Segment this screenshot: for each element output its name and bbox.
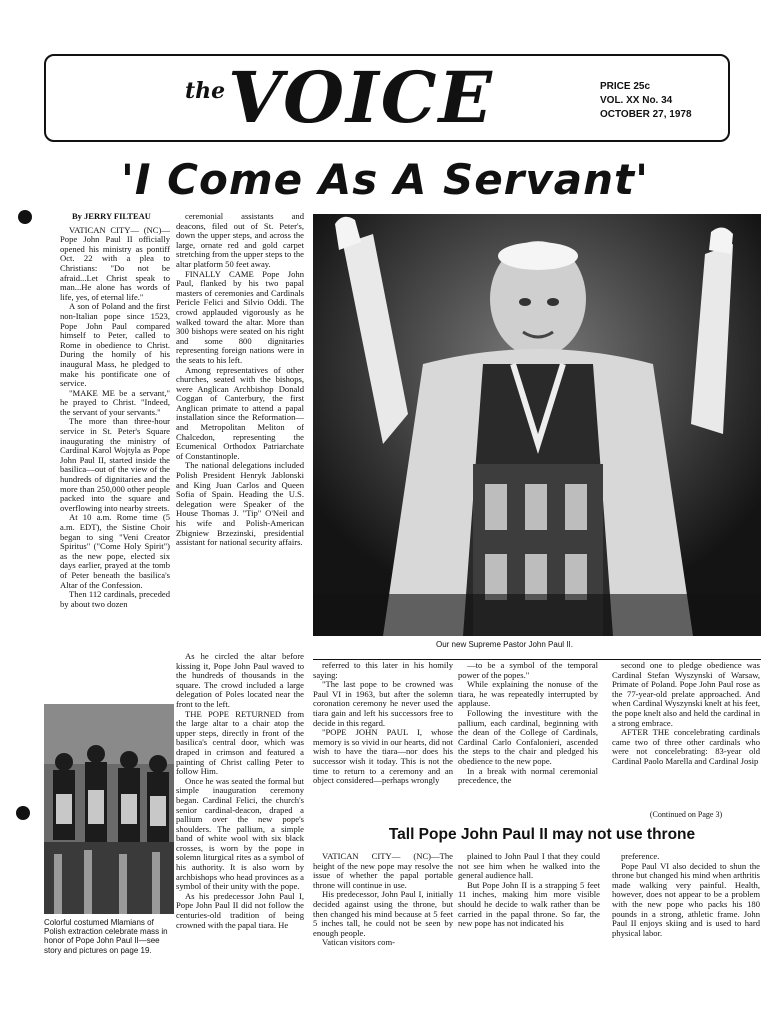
tall-col3-paragraphs [612,852,760,938]
article-col-3 [313,661,453,821]
col2a-paragraphs [176,212,304,548]
article-col-2-continued [176,652,304,978]
bullet-marker [16,806,30,820]
article-col-4 [458,661,598,821]
col3-paragraphs [313,661,453,786]
paragraph: The more than three-hour service in St. Peter's Square inaugurating the ministry of Cardinal Karol Wojtyla as Pope John Paul II, started inside the basilica—out of the view of the hundreds of dignitaries and the more than 250,000 other people packed into the square and overflowing into nearby streets. [60,416,170,513]
paragraph: Then 112 cardinals, preceded by about two dozen [60,589,170,609]
paragraph: "POPE JOHN PAUL I, whose memory is so vivid in our hearts, did not wish to have the tiara—nor does his successor wish it today. This is not the time to return to a ceremony and an object considered—perhaps wrongly [313,727,453,786]
paragraph: —to be a symbol of the temporal power of the popes." [458,661,598,680]
divider [313,659,761,660]
paragraph: Once he was seated the formal but simple inauguration ceremony began. Cardinal Felici, the church's senior cardinal-deacon, draped a pallium over the new pope's shoulders. The pallium, a simple band of white wool with six black crosses, is worn by the pope in solemn liturgical rites as a symbol of his authority. It is also worn by archbishops who head provinces as a symbol of their unity with the pope. [176,775,304,892]
paragraph: plained to John Paul I that they could not see him when he walked into the general audience hall. [458,852,600,881]
paragraph: In a break with normal ceremonial precedence, the [458,765,598,786]
paragraph: FINALLY CAME Pope John Paul, flanked by his two papal masters of ceremonies and Cardinals Pericle Felici and Silvio Oddi. The crowd applauded vigorously as he walked toward the altar. More than 300 bishops were seated on his right and some 800 dignitaries representing foreign nations were in the seats to his left. [176,268,304,365]
paragraph: As his predecessor John Paul I, Pope John Paul II did not follow the centuries-old tradition of being crowned with the papal tiara. He [176,890,304,930]
paragraph: "MAKE ME be a servant," he prayed to Christ. "Indeed, the servant of your servants." [60,387,170,417]
paragraph: preference. [621,852,660,861]
headline: 'I Come As A Servant' [121,155,649,204]
paragraph: Among representatives of other churches, seated with the bishops, were Anglican Archbishop Donald Coggan of Canterbury, the first Anglican primate to attend a papal installation since the Reformation—and Metropolitan Meliton of Chalcedon, representing the Ecumenical Orthodox Patriarchate of Constantinople. [176,364,304,461]
issue-date: OCTOBER 27, 1978 [600,109,692,120]
paragraph: A son of Poland and the first non-Italian pope since 1523, Pope John Paul compared himself to Peter, called to Rome in obedience to Christ. During the homily of his inaugural Mass, he pledged to make his pontificate one of service. [60,301,170,389]
throne-col-3 [612,852,760,982]
paragraph: VATICAN CITY— (NC)—Pope John Paul II officially opened his ministry as pontiff Oct. 22 with a plea to Christians: "Do not be afraid...Let Christ speak to man...He alone has words of life, yes, of eternal life." [60,224,170,302]
left-photo-caption: Colorful costumed Mlamians of Polish extraction celebrate mass in honor of Pope John Paul II—see story and pictures on page 19. [44,918,168,955]
subhead: Tall Pope John Paul II may not use throne [388,826,696,843]
article-col-2 [176,212,304,650]
throne-col-1 [313,852,453,982]
pope-photo-image [313,214,761,636]
paragraph: ceremonial assistants and deacons, filed out of St. Peter's, down the upper steps, and across the large, ornate red and gold carpet stretching from the upper steps to the altar platform 50 feet away. [176,212,304,269]
byline: By JERRY FILTEAU [72,212,151,221]
volume: VOL. XX No. 34 [600,95,673,106]
paragraph: The national delegations included Polish President Henryk Jablonski and King Juan Carlos and Queen Sofia of Spain. Heading the U.S. delegation were Speaker of the House Thomas J. "Tip" O'Neil and his wife and Polish-American Zbigniew Brzezinski, presidential assistant for national security affairs. [176,460,304,548]
paragraph: AFTER THE concelebrating cardinals came two of three other cardinals who were not concelebrating: 83-year old Cardinal Paolo Marella and Cardinal Josip [612,727,760,766]
paragraph: Pope Paul VI also decided to shun the throne but changed his mind when arthritis made walking very painful. Health, however, does not appear to be a problem with the new pope who packs his 180 pounds in a strong, athletic frame. John Paul II enjoys skiing and is used to hard physical labor. [612,860,760,938]
article-col-5 [612,661,760,809]
bullet-marker [18,210,32,224]
masthead-the: the [185,78,226,104]
continued-note: (Continued on Page 3) [649,810,723,819]
tall-col2-paragraphs [458,852,600,929]
paragraph: As he circled the altar before kissing it, Pope John Paul waved to the hundreds of thousands in the square. The crowd included a large delegation of Poles located near the front to the left. [176,652,304,709]
paragraph: At 10 a.m. Rome time (5 a.m. EDT), the Sistine Choir began to sing "Veni Creator Spiritus" ("Come Holy Spirit") as the new pope, elected six days earlier, prayed at the tomb of Peter beneath the basilica's Altar of the Confession. [60,512,170,590]
paragraph: THE POPE RETURNED from the large altar to a chair atop the upper steps, directly in front of the basilica's central door, which was draped in crimson and featured a painting of Christ calling Peter to follow Him. [176,708,304,777]
paragraph: second one to pledge obedience was Cardinal Stefan Wyszynski of Warsaw, Primate of Poland. Pope John Paul rose as the 77-year-old prelate approached. And when Cardinal Wyszynski knelt at his feet, the pope knelt also and held the cardinal in a strong embrace. [612,661,760,728]
tall-col1-paragraphs [313,852,453,948]
paragraph: referred to this later in his homily saying: [313,661,453,680]
col2b-paragraphs [176,652,304,930]
masthead-title: VOICE [228,56,494,139]
col1-paragraphs [60,226,170,610]
paragraph: But Pope John II is a strapping 5 feet 11 inches, making him more visible should he decide to walk rather than be carried in the papal throne. So far, the new pope has not indicated his [458,879,600,929]
paragraph: While explaining the nonuse of the tiara, he was repeatedly interrupted by applause. [458,679,598,709]
paragraph: "The last pope to be crowned was Paul VI in 1963, but after the solemn coronation ceremony he never used the tiara gain and left his successors free to decide in this regard. [313,679,453,728]
price: PRICE 25c [600,81,651,92]
article-col-1 [60,212,170,698]
col4-paragraphs [458,661,598,786]
left-photo [44,704,174,914]
throne-col-2 [458,852,600,982]
paragraph: His predecessor, John Paul I, initially decided against using the throne, but then changed his mind because at 5 feet 5 inches tall, he could not be seen by enough people. [313,889,453,938]
masthead-info [600,80,692,122]
left-photo-image [44,704,174,914]
paragraph: Following the investiture with the pallium, each cardinal, beginning with the dean of the College of Cardinals, Cardinal Carlo Confalonieri, ascended the steps to the chair and pledged his obedience to the new pope. [458,707,598,766]
col5-paragraphs [612,661,760,767]
paragraph: VATICAN CITY— (NC)—The height of the new pope may resolve the issue of whether the papal portable throne will continue in use. [313,852,453,890]
paragraph: Vatican visitors com- [322,937,396,948]
pope-photo-caption: Our new Supreme Pastor John Paul II. [436,640,573,649]
pope-photo [313,214,761,636]
